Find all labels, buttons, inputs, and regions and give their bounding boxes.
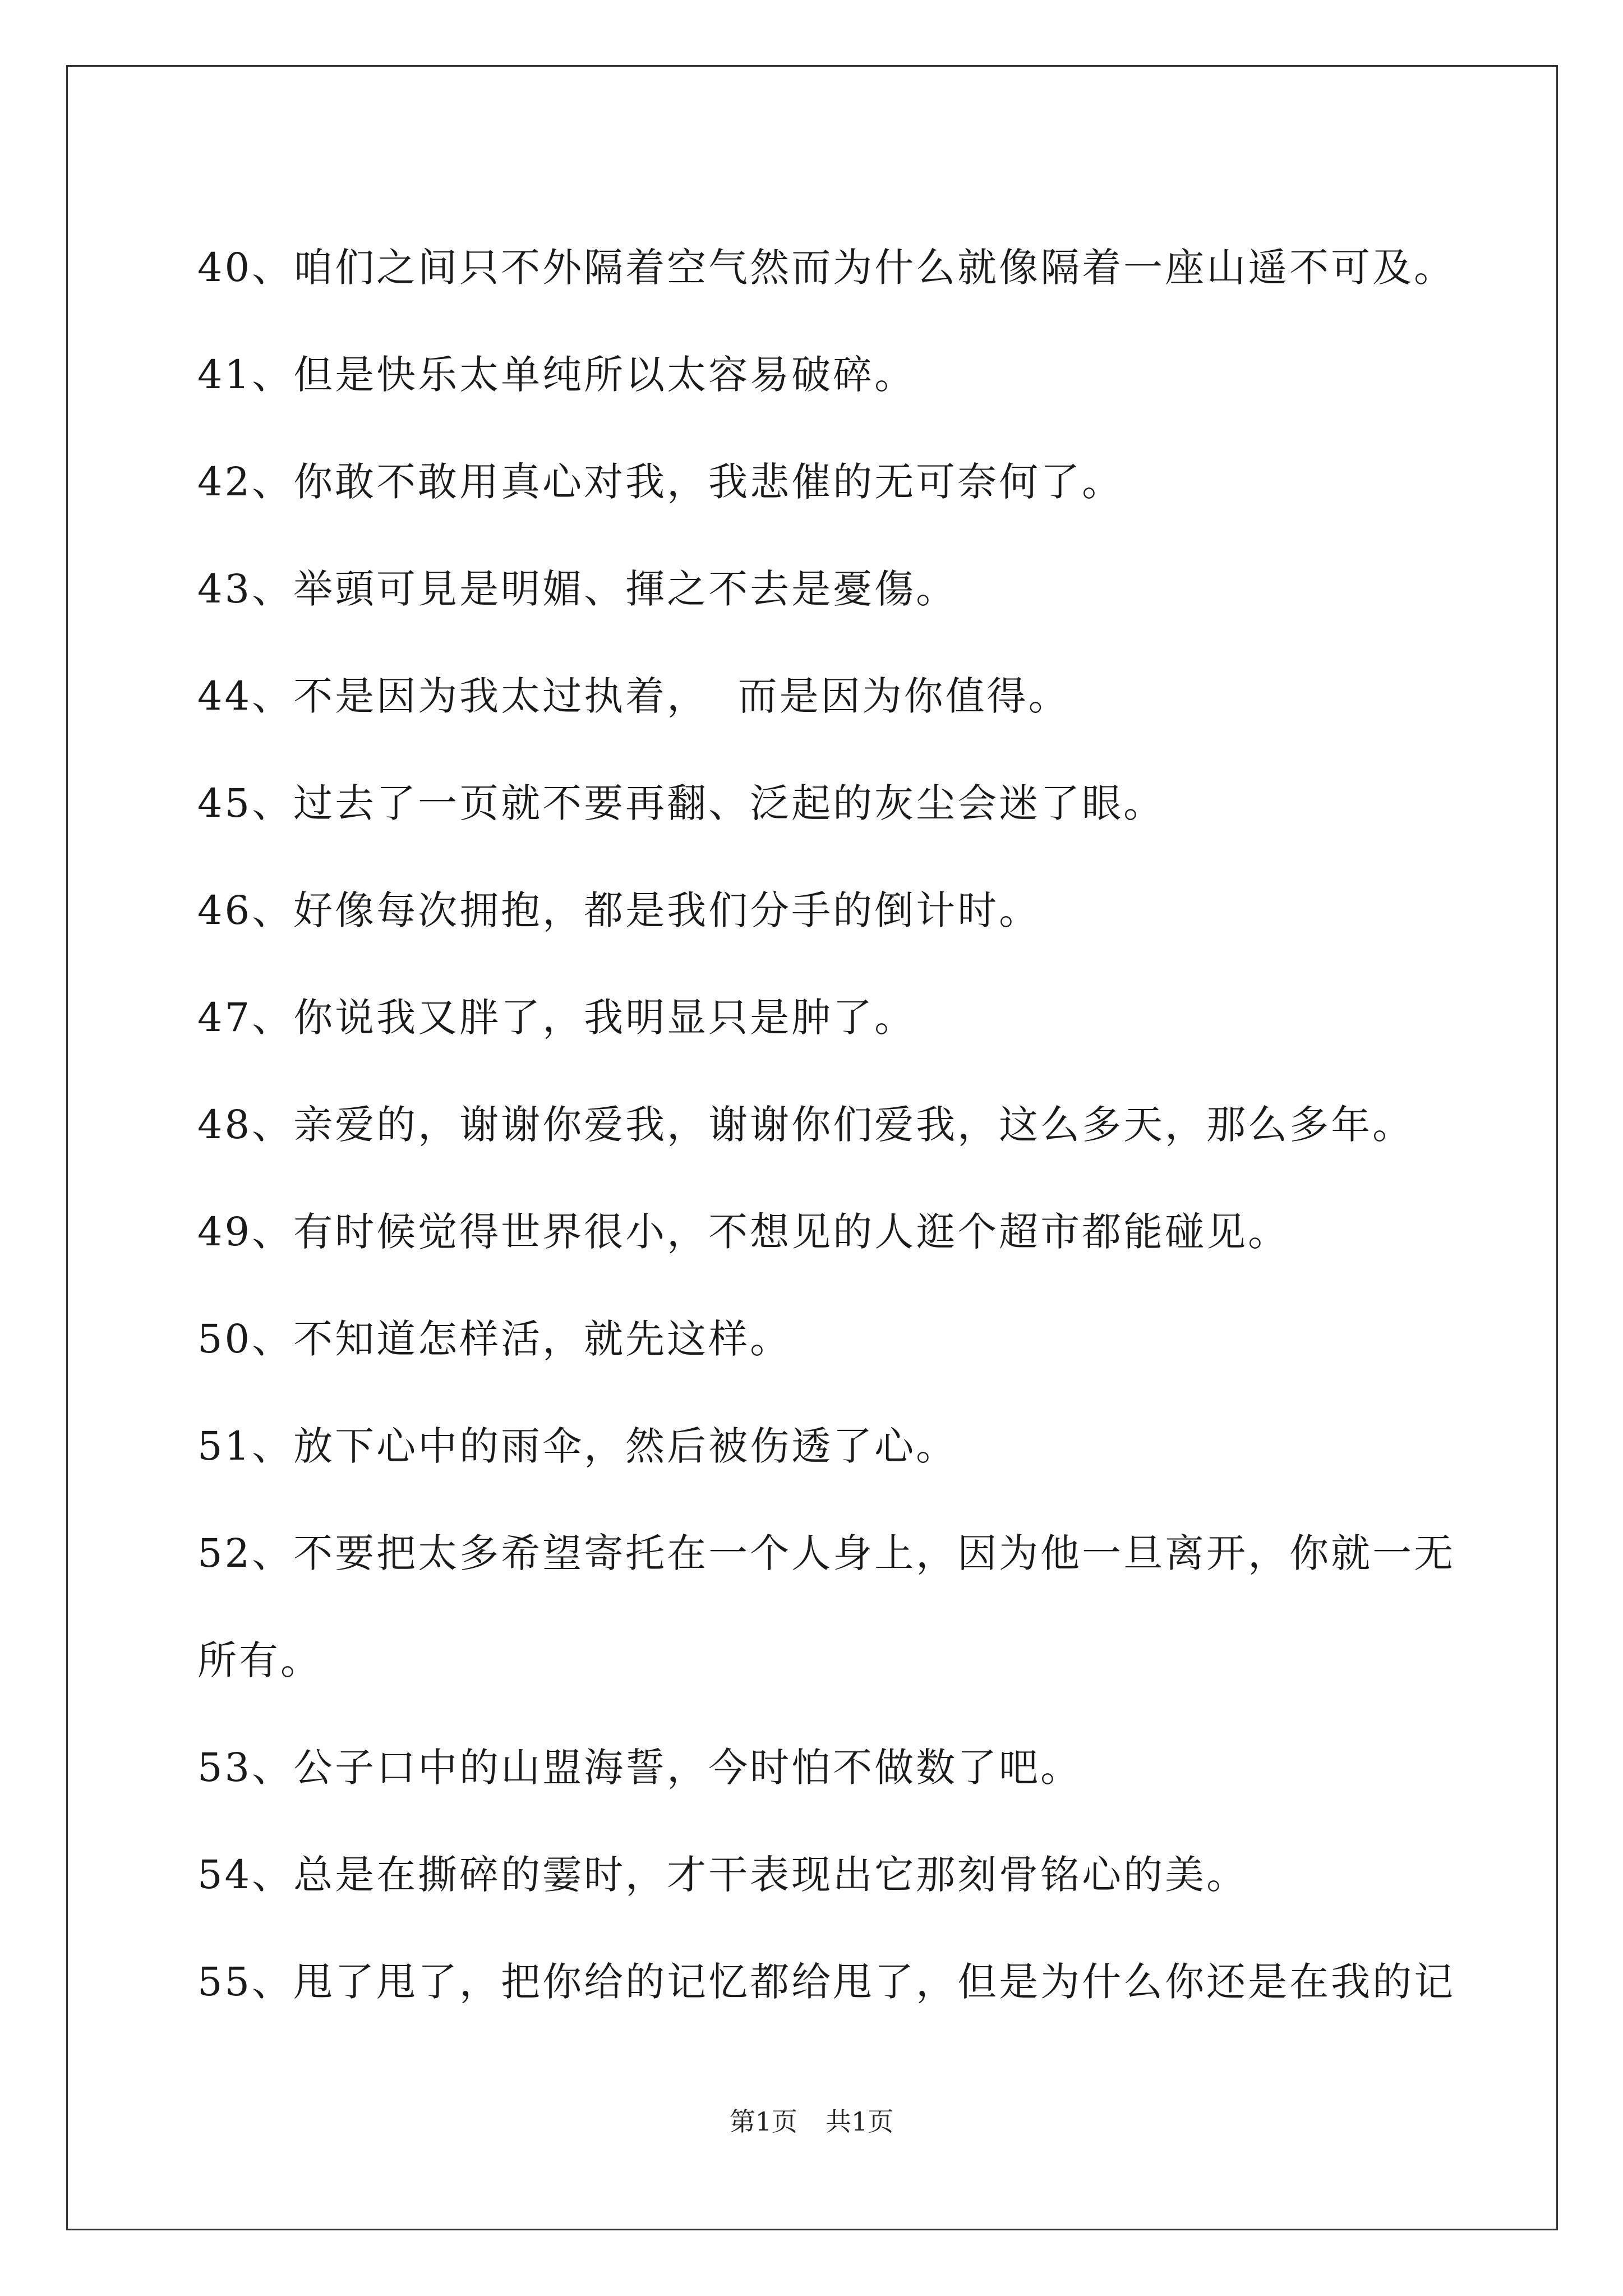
text-line: 44、不是因为我太过执着， 而是因为你值得。	[197, 673, 1070, 719]
text-line: 52、不要把太多希望寄托在一个人身上，因为他一旦离开，你就一无	[197, 1530, 1456, 1576]
text-line: 55、甩了甩了，把你给的记忆都给甩了，但是为什么你还是在我的记	[197, 1959, 1456, 2005]
text-line: 45、过去了一页就不要再翻、泛起的灰尘会迷了眼。	[197, 780, 1165, 826]
document-body	[197, 214, 1459, 2036]
text-line: 51、放下心中的雨伞，然后被伤透了心。	[197, 1423, 958, 1469]
text-line: 42、你敢不敢用真心对我，我悲催的无可奈何了。	[197, 459, 1124, 505]
text-line: 53、公子口中的山盟海誓，今时怕不做数了吧。	[197, 1745, 1082, 1791]
text-line: 54、总是在撕碎的霎时，才干表现出它那刻骨铭心的美。	[197, 1852, 1248, 1898]
page-number: 第1页	[729, 2106, 797, 2137]
text-line: 50、不知道怎样活，就先这样。	[197, 1316, 792, 1362]
text-line: 40、咱们之间只不外隔着空气然而为什么就像隔着一座山遥不可及。	[197, 245, 1456, 291]
page-total: 共1页	[826, 2106, 894, 2137]
text-line: 49、有时候觉得世界很小，不想见的人逛个超市都能碰见。	[197, 1209, 1290, 1255]
page-footer	[0, 2105, 1623, 2138]
text-line: 43、举頭可見是明媚、揮之不去是憂傷。	[197, 566, 958, 612]
text-line: 所有。	[197, 1637, 322, 1683]
text-line: 47、你说我又胖了，我明显只是肿了。	[197, 995, 916, 1041]
text-line: 48、亲爱的，谢谢你爱我，谢谢你们爱我，这么多天，那么多年。	[197, 1102, 1414, 1148]
text-line: 41、但是快乐太单纯所以太容易破碎。	[197, 352, 916, 398]
text-line: 46、好像每次拥抱，都是我们分手的倒计时。	[197, 887, 1041, 933]
